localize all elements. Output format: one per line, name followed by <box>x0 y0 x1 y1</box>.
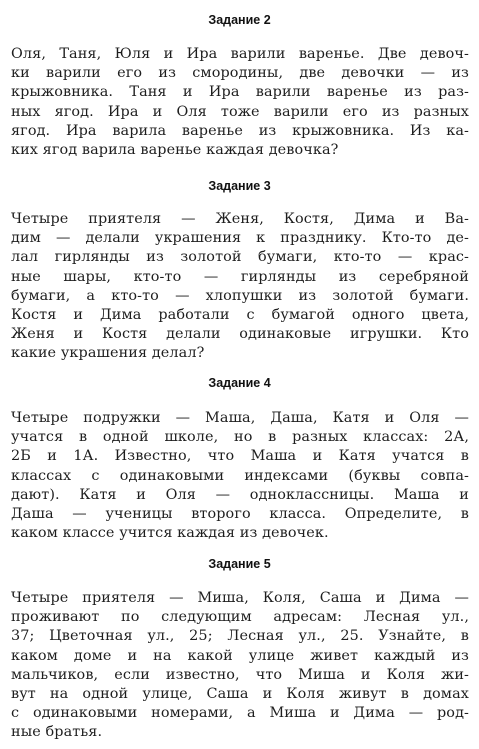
text-line: вут на одной улице, Саша и Коля живут в домах <box>11 685 469 702</box>
task-2 <box>0 12 479 158</box>
text-line: бумаги, а кто-то — хлопушки из золотой бумаги. <box>11 287 469 304</box>
text-line: ягод. Ира варила варенье из крыжовника. Из ка- <box>11 122 469 139</box>
text-line: лал гирлянды из золотой бумаги, кто-то — крас- <box>11 249 469 266</box>
text-line: Четыре приятеля — Женя, Костя, Дима и Ва- <box>11 211 469 227</box>
task-3 <box>0 178 479 362</box>
text-line: Четыре подружки — Маша, Даша, Катя и Оля — <box>11 410 469 426</box>
text-line: ные шары, кто-то — гирлянды из серебряной <box>11 268 469 285</box>
task-4 <box>0 375 479 542</box>
task-text <box>11 210 469 364</box>
text-line: Женя и Костя делали одинаковые игрушки. Кто <box>11 326 469 343</box>
text-line: Костя и Дима работали с бумагой одного цвета, <box>11 306 469 323</box>
task-text <box>11 589 469 743</box>
task-title: Задание 2 <box>208 13 271 27</box>
task-5 <box>0 556 479 741</box>
text-line: дим — делали украшения к празднику. Кто-то де- <box>11 230 469 247</box>
text-line: учатся в одной школе, но в разных классах: 2А, <box>11 429 469 446</box>
text-line: Оля, Таня, Юля и Ира варили варенье. Две девоч- <box>11 46 469 62</box>
task-title: Задание 3 <box>208 179 271 193</box>
text-line: каком классе учится каждая из девочек. <box>11 525 329 542</box>
text-line: дают). Катя и Оля — одноклассницы. Маша и <box>11 486 469 503</box>
text-line: Даша — ученицы второго класса. Определите, в <box>11 505 469 522</box>
text-line: классах с одинаковыми индексами (буквы совпа- <box>11 467 469 484</box>
text-line: мальчиков, если известно, что Миша и Коля жи- <box>11 666 469 683</box>
task-text <box>11 409 469 543</box>
text-line: с одинаковыми номерами, а Миша и Дима — род- <box>11 705 469 722</box>
text-line: проживают по следующим адресам: Лесная ул., <box>11 609 469 626</box>
text-line: 37; Цветочная ул., 25; Лесная ул., 25. Узнайте, в <box>11 628 469 645</box>
task-title: Задание 5 <box>208 557 271 571</box>
task-text <box>11 45 469 160</box>
text-line: 2Б и 1А. Известно, что Маша и Катя учатся в <box>11 448 469 465</box>
text-line: ки варили его из смородины, две девочки — из <box>11 65 469 82</box>
text-line: крыжовника. Таня и Ира варили варенье из раз- <box>11 84 469 101</box>
text-line: какие украшения делал? <box>11 345 205 362</box>
task-title: Задание 4 <box>208 376 271 390</box>
text-line: ные братья. <box>11 724 103 741</box>
text-line: каком доме и на какой улице живет каждый из <box>11 647 469 664</box>
text-line: ких ягод варила варенье каждая девочка? <box>11 141 339 158</box>
text-line: Четыре приятеля — Миша, Коля, Саша и Дима — <box>11 590 469 606</box>
text-line: ных ягод. Ира и Оля тоже варили его из разных <box>11 103 469 120</box>
